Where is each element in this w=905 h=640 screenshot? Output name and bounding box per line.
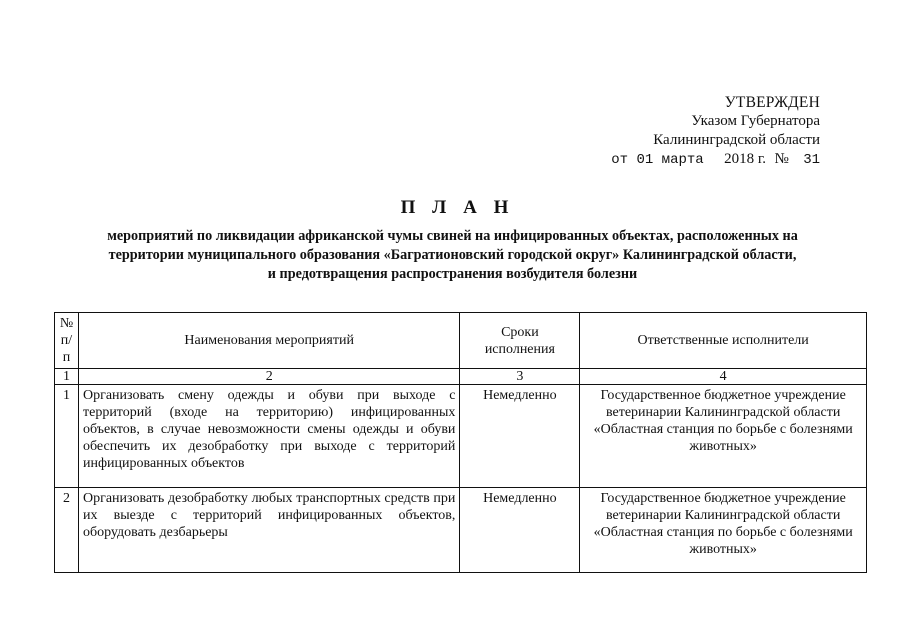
column-number: 4: [580, 369, 867, 385]
header-term-line-2: исполнения: [484, 341, 555, 357]
document-title: П Л А Н: [400, 197, 515, 218]
table-row: [55, 385, 867, 488]
subtitle-line-3: и предотвращения распространения возбудителя болезни: [267, 266, 638, 282]
decree-number-sign: №: [774, 151, 789, 167]
header-term-line-1: Сроки: [501, 324, 539, 340]
decree-date: от 01 марта: [611, 152, 704, 168]
row-term: Немедленно: [460, 385, 580, 488]
row-measure: Организовать смену одежды и обуви при выходе с территорий (входе на территорию) инфицированных объектов, в случае невозможности смены одежды и обуви обеспечить их дезобработку при выходе с территорий инфицированных объектов: [78, 385, 459, 488]
subtitle-line-2: территории муниципального образования «Багратионовский городской округ» Калининградской области,: [108, 247, 797, 263]
row-responsible: Государственное бюджетное учреждение ветеринарии Калининградской области «Областная станция по борьбе с болезнями животных»: [580, 385, 867, 488]
approved-label: УТВЕРЖДЕН: [724, 94, 820, 111]
header-num-sign: №: [59, 316, 74, 331]
table-row: [55, 488, 867, 573]
row-number: 1: [55, 385, 79, 488]
header-num: [55, 313, 79, 369]
header-term: [460, 313, 580, 369]
row-responsible: Государственное бюджетное учреждение ветеринарии Калининградской области «Областная станция по борьбе с болезнями животных»: [580, 488, 867, 573]
table-header-row: [55, 313, 867, 369]
header-num-pp: п/п: [60, 333, 73, 365]
document-subtitle: [70, 227, 835, 284]
region-label: Калининградской области: [653, 132, 820, 148]
column-number: 3: [460, 369, 580, 385]
column-number: 1: [55, 369, 79, 385]
decree-year: 2018 г.: [724, 151, 767, 167]
header-measure: Наименования мероприятий: [78, 313, 459, 369]
column-number: 2: [78, 369, 459, 385]
row-measure: Организовать дезобработку любых транспортных средств при их выезде с территорий инфицированных объектов, оборудовать дезбарьеры: [78, 488, 459, 573]
decree-label: Указом Губернатора: [691, 113, 820, 129]
row-number: 2: [55, 488, 79, 573]
row-term: Немедленно: [460, 488, 580, 573]
header-responsible: Ответственные исполнители: [580, 313, 867, 369]
approval-stamp: [611, 93, 820, 170]
decree-date-line: [611, 150, 820, 170]
plan-table: [54, 312, 867, 573]
subtitle-line-1: мероприятий по ликвидации африканской чумы свиней на инфицированных объектах, расположенных на: [107, 228, 798, 244]
decree-number: 31: [803, 152, 820, 168]
column-number-row: [55, 369, 867, 385]
